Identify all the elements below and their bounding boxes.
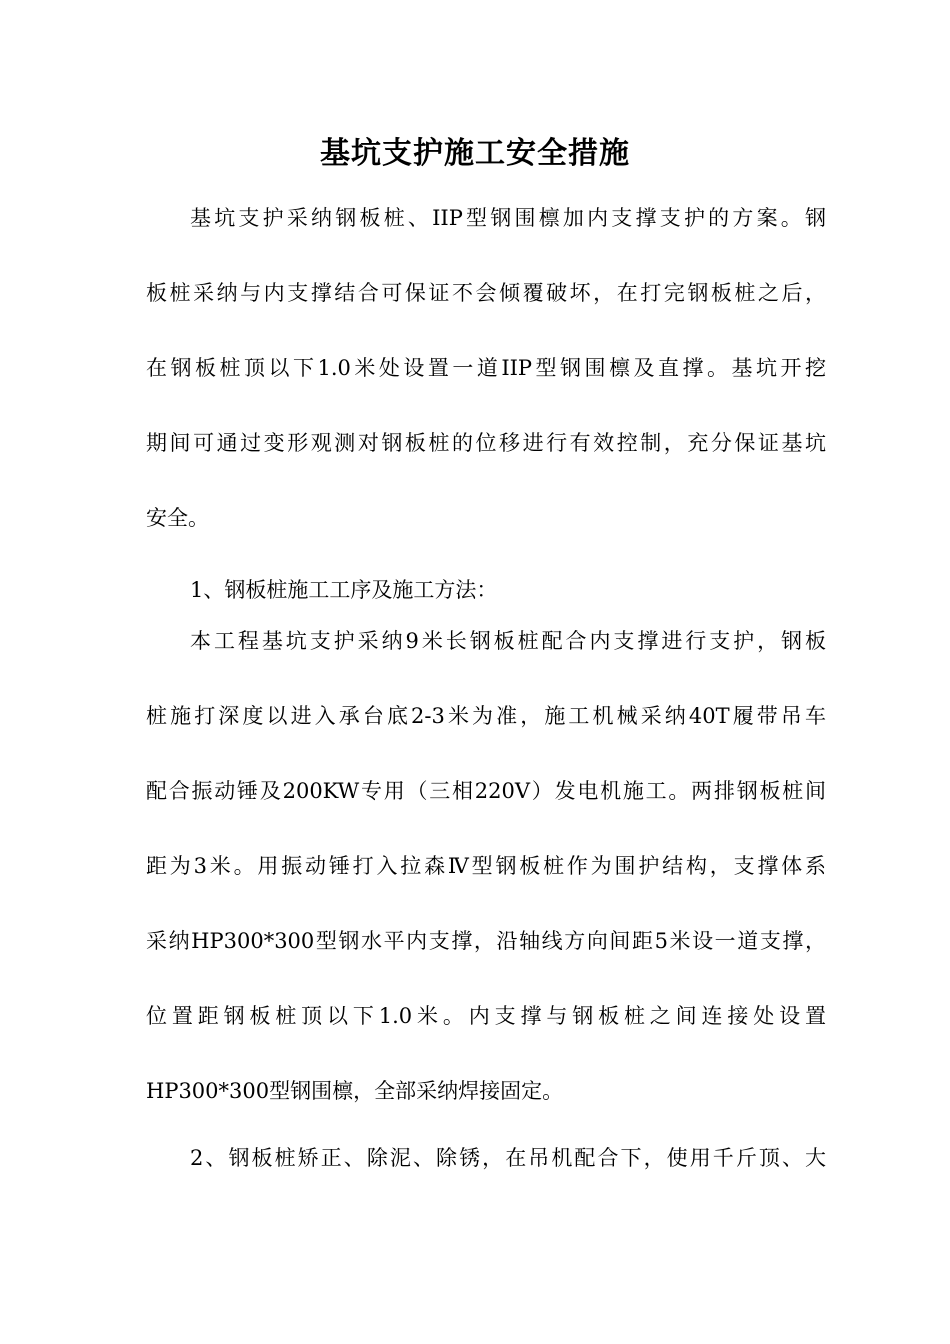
section-1-heading: 1、钢板桩施工工序及施工方法： bbox=[190, 578, 498, 602]
paragraph-1-line-3: 在钢板桩顶以下1.0米处设置一道IIP型钢围檩及直撑。基坑开挖 bbox=[146, 356, 826, 380]
paragraph-2-line-2: 桩施打深度以进入承台底2-3米为准，施工机械采纳40T履带吊车 bbox=[146, 704, 826, 728]
paragraph-1-line-1: 基坑支护采纳钢板桩、IIP型钢围檩加内支撑支护的方案。钢 bbox=[190, 206, 826, 230]
paragraph-2-line-6: 位置距钢板桩顶以下1.0米。内支撑与钢板桩之间连接处设置 bbox=[146, 1004, 826, 1028]
document-title: 基坑支护施工安全措施 bbox=[320, 136, 630, 171]
paragraph-2-line-1: 本工程基坑支护采纳9米长钢板桩配合内支撑进行支护，钢板 bbox=[190, 629, 826, 653]
paragraph-1-line-2: 板桩采纳与内支撑结合可保证不会倾覆破坏，在打完钢板桩之后， bbox=[146, 281, 826, 305]
paragraph-3-line-1: 2、钢板桩矫正、除泥、除锈，在吊机配合下，使用千斤顶、大 bbox=[190, 1146, 826, 1170]
paragraph-2-line-5: 采纳HP300*300型钢水平内支撑，沿轴线方向间距5米设一道支撑， bbox=[146, 929, 826, 953]
paragraph-1-line-4: 期间可通过变形观测对钢板桩的位移进行有效控制，充分保证基坑 bbox=[146, 431, 826, 455]
paragraph-1-line-5: 安全。 bbox=[146, 506, 209, 530]
paragraph-2-line-7: HP300*300型钢围檩，全部采纳焊接固定。 bbox=[146, 1079, 564, 1103]
paragraph-2-line-3: 配合振动锤及200KW专用（三相220V）发电机施工。两排钢板桩间 bbox=[146, 779, 826, 803]
paragraph-2-line-4: 距为3米。用振动锤打入拉森Ⅳ型钢板桩作为围护结构，支撑体系 bbox=[146, 854, 826, 878]
